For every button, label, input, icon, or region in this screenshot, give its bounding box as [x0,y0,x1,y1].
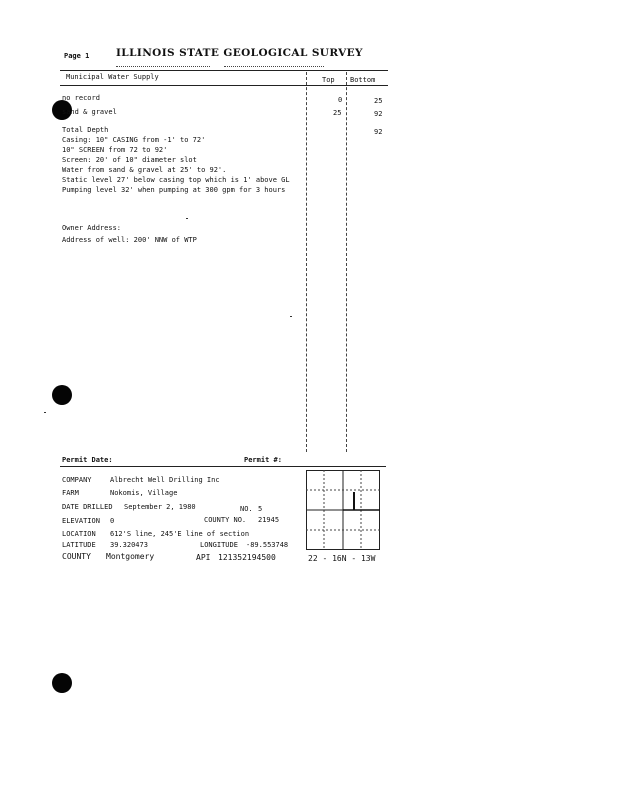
location-value: 612'S line, 245'E line of section [110,530,250,538]
detail-line: Screen: 20' of 10" diameter slot [62,156,197,164]
county-label: COUNTY [62,552,91,561]
column-divider-2 [346,72,347,452]
farm-value: Nokomis, Village [110,489,178,497]
table-top-rule [60,70,388,71]
total-depth-label: Total Depth [62,126,109,134]
scan-speck [186,218,188,219]
punch-hole-middle [52,385,72,405]
total-depth-value: 92 [374,128,383,136]
punch-hole-bottom [52,673,72,693]
scan-speck [290,316,292,317]
county-value: Montgomery [106,552,155,561]
detail-line: Casing: 10" CASING from -1' to 72' [62,136,206,144]
column-header-bottom: Bottom [350,76,376,84]
log-row-top: 0 [338,96,343,104]
title-underline-right [224,66,324,68]
column-header-main: Municipal Water Supply [66,73,159,81]
log-row-desc: no record [62,94,100,102]
permit-number-label: Permit #: [244,456,282,464]
api-label: API [196,553,211,562]
detail-line: 10" SCREEN from 72 to 92' [62,146,168,154]
well-number-label: NO. [240,505,253,513]
section-location-grid [306,470,380,550]
permit-rule [60,466,386,467]
county-number-value: 21945 [258,516,280,524]
api-value: 121352194500 [218,553,276,562]
page-title: ILLINOIS STATE GEOLOGICAL SURVEY [116,47,363,59]
company-value: Albrecht Well Drilling Inc [110,476,220,484]
latitude-label: LATITUDE [62,541,96,549]
latitude-value: 39.320473 [110,541,148,549]
longitude-value: -89.553748 [246,541,289,549]
well-number-value: 5 [258,505,263,513]
township-range: 22 - 16N - 13W [308,554,376,563]
county-number-label: COUNTY NO. [204,516,247,524]
date-drilled-label: DATE DRILLED [62,503,113,511]
farm-label: FARM [62,489,79,497]
log-row-desc: sand & gravel [62,108,117,116]
elevation-label: ELEVATION [62,517,100,525]
log-row-bottom: 25 [374,97,383,105]
elevation-value: 0 [110,517,115,525]
detail-line: Water from sand & gravel at 25' to 92'. [62,166,227,174]
title-underline [116,66,210,68]
log-row-top: 25 [333,109,342,117]
company-label: COMPANY [62,476,92,484]
column-divider-1 [306,72,307,452]
detail-line: Static level 27' below casing top which is 1' above GL [62,176,290,184]
longitude-label: LONGITUDE [200,541,238,549]
detail-line: Pumping level 32' when pumping at 300 gpm for 3 hours [62,186,286,194]
page-number: Page 1 [64,52,90,60]
well-address-line: Address of well: 200' NNW of WTP [62,236,197,244]
owner-address-label: Owner Address: [62,224,122,232]
column-header-top: Top [322,76,335,84]
permit-date-label: Permit Date: [62,456,113,464]
location-label: LOCATION [62,530,96,538]
log-row-bottom: 92 [374,110,383,118]
date-drilled-value: September 2, 1980 [124,503,196,511]
table-header-rule [60,85,388,86]
scan-speck [44,412,46,413]
